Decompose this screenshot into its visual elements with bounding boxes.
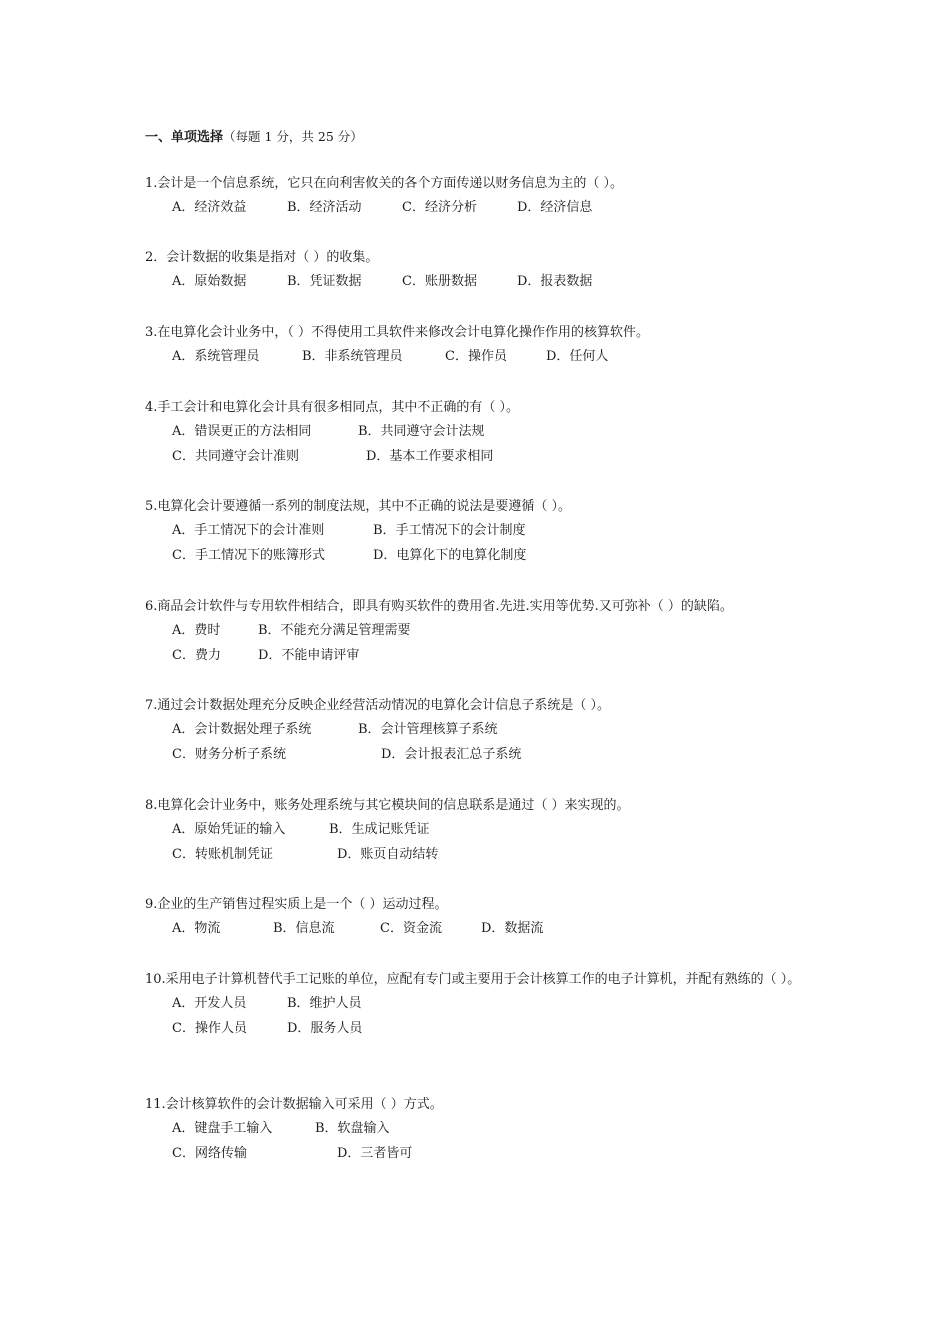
options-row bbox=[145, 1017, 810, 1042]
option-d: D．数据流 bbox=[481, 921, 544, 936]
section-heading: 一、单项选择 bbox=[145, 130, 224, 145]
question-2 bbox=[145, 246, 593, 295]
question-stem: 5.电算化会计要遵循一系列的制度法规，其中不正确的说法是要遵循（ ）。 bbox=[145, 499, 572, 514]
option-b: B．会计管理核算子系统 bbox=[358, 722, 498, 737]
option-c: C．费力 bbox=[172, 648, 221, 663]
question-11 bbox=[145, 1093, 443, 1167]
section-title bbox=[145, 126, 363, 145]
question-stem: 10.采用电子计算机替代手工记账的单位，应配有专门或主要用于会计核算工作的电子计算机，并配有熟练的（ ）。 bbox=[145, 972, 801, 987]
option-a: A．会计数据处理子系统 bbox=[172, 722, 312, 737]
question-9 bbox=[145, 893, 544, 942]
option-c: C．网络传输 bbox=[172, 1146, 247, 1161]
option-b: B．软盘输入 bbox=[315, 1121, 390, 1136]
option-b: B．凭证数据 bbox=[287, 274, 362, 289]
option-c: C．操作人员 bbox=[172, 1021, 247, 1036]
option-d: D．电算化下的电算化制度 bbox=[373, 548, 527, 563]
question-5 bbox=[145, 495, 571, 569]
options-row bbox=[145, 270, 593, 295]
option-d: D．基本工作要求相同 bbox=[366, 449, 494, 464]
option-a: A．物流 bbox=[172, 921, 221, 936]
options-row bbox=[145, 843, 630, 868]
options-row bbox=[145, 818, 630, 843]
option-c: C．操作员 bbox=[445, 349, 507, 364]
option-d: D．账页自动结转 bbox=[337, 847, 439, 862]
option-b: B．生成记账凭证 bbox=[329, 822, 430, 837]
question-8 bbox=[145, 794, 630, 868]
options-row bbox=[145, 718, 610, 743]
option-a: A．错误更正的方法相同 bbox=[172, 424, 312, 439]
question-7 bbox=[145, 694, 610, 768]
question-3 bbox=[145, 321, 649, 370]
option-c: C．财务分析子系统 bbox=[172, 747, 286, 762]
option-a: A．经济效益 bbox=[172, 200, 247, 215]
question-stem: 4.手工会计和电算化会计具有很多相同点，其中不正确的有（ ）。 bbox=[145, 400, 520, 415]
options-row bbox=[145, 743, 610, 768]
option-c: C．共同遵守会计准则 bbox=[172, 449, 299, 464]
options-row bbox=[145, 1117, 443, 1142]
option-c: C．经济分析 bbox=[402, 200, 477, 215]
question-stem: 2．会计数据的收集是指对（ ）的收集。 bbox=[145, 250, 379, 265]
option-c: C．资金流 bbox=[380, 921, 442, 936]
option-a: A．手工情况下的会计准则 bbox=[172, 523, 325, 538]
option-a: A．原始数据 bbox=[172, 274, 247, 289]
option-b: B．手工情况下的会计制度 bbox=[373, 523, 526, 538]
option-b: B．非系统管理员 bbox=[302, 349, 403, 364]
options-row bbox=[145, 519, 571, 544]
option-d: D．会计报表汇总子系统 bbox=[381, 747, 522, 762]
option-a: A．键盘手工输入 bbox=[172, 1121, 273, 1136]
options-row bbox=[145, 544, 571, 569]
question-stem: 7.通过会计数据处理充分反映企业经营活动情况的电算化会计信息子系统是（ ）。 bbox=[145, 698, 611, 713]
question-stem: 11.会计核算软件的会计数据输入可采用（ ）方式。 bbox=[145, 1097, 443, 1112]
options-row bbox=[145, 420, 519, 445]
option-a: A．原始凭证的输入 bbox=[172, 822, 286, 837]
question-stem: 6.商品会计软件与专用软件相结合，即具有购买软件的费用省.先进.实用等优势.又可弥补（ ）的缺陷。 bbox=[145, 599, 733, 614]
options-row bbox=[145, 644, 733, 669]
option-a: A．系统管理员 bbox=[172, 349, 260, 364]
option-c: C．转账机制凭证 bbox=[172, 847, 273, 862]
question-1 bbox=[145, 172, 623, 221]
question-10 bbox=[145, 968, 810, 1042]
option-a: A．开发人员 bbox=[172, 996, 247, 1011]
option-c: C．手工情况下的账簿形式 bbox=[172, 548, 325, 563]
options-row bbox=[145, 619, 733, 644]
option-b: B．不能充分满足管理需要 bbox=[258, 623, 411, 638]
option-d: D．报表数据 bbox=[517, 274, 593, 289]
question-6 bbox=[145, 595, 733, 669]
options-row bbox=[145, 345, 649, 370]
question-4 bbox=[145, 396, 519, 470]
question-stem: 9.企业的生产销售过程实质上是一个（ ）运动过程。 bbox=[145, 897, 448, 912]
options-row bbox=[145, 992, 810, 1017]
section-note: （每题 1 分，共 25 分） bbox=[223, 129, 363, 144]
option-d: D．服务人员 bbox=[287, 1021, 363, 1036]
option-d: D．不能申请评审 bbox=[258, 648, 360, 663]
options-row bbox=[145, 917, 544, 942]
options-row bbox=[145, 1142, 443, 1167]
option-a: A．费时 bbox=[172, 623, 221, 638]
option-c: C．账册数据 bbox=[402, 274, 477, 289]
option-d: D．三者皆可 bbox=[337, 1146, 413, 1161]
options-row bbox=[145, 445, 519, 470]
question-stem: 1.会计是一个信息系统，它只在向利害攸关的各个方面传递以财务信息为主的（ ）。 bbox=[145, 176, 624, 191]
question-stem: 8.电算化会计业务中，账务处理系统与其它模块间的信息联系是通过（ ）来实现的。 bbox=[145, 798, 630, 813]
option-b: B．维护人员 bbox=[287, 996, 362, 1011]
options-row bbox=[145, 196, 623, 221]
option-d: D．任何人 bbox=[546, 349, 609, 364]
question-stem: 3.在电算化会计业务中，（ ）不得使用工具软件来修改会计电算化操作作用的核算软件。 bbox=[145, 325, 650, 340]
option-d: D．经济信息 bbox=[517, 200, 593, 215]
option-b: B．经济活动 bbox=[287, 200, 362, 215]
option-b: B．信息流 bbox=[273, 921, 335, 936]
option-b: B．共同遵守会计法规 bbox=[358, 424, 485, 439]
